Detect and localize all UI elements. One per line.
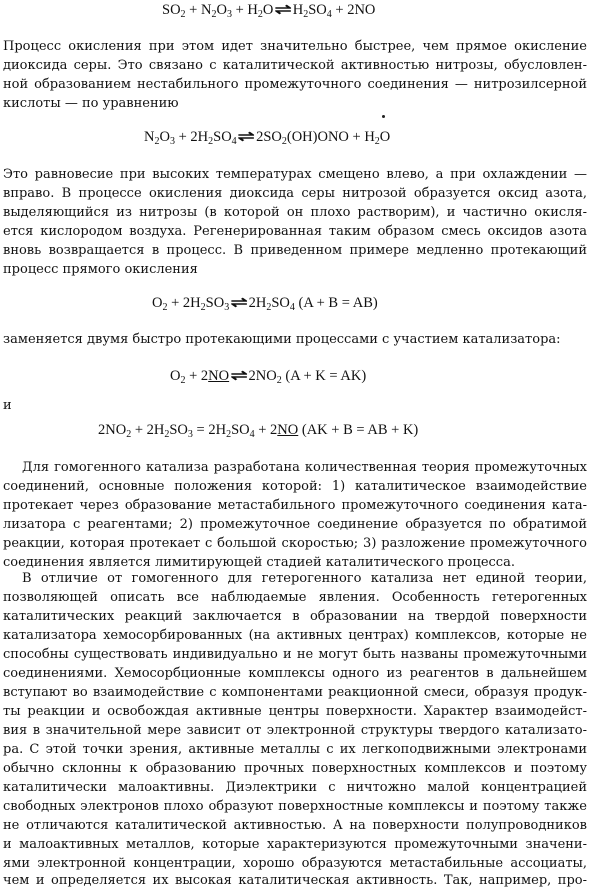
text-line: протекает через образование метастабильного промежуточного соединения ката- [3, 498, 587, 513]
text-line: способны существовать индивидуально и не могут быть названы промежуточными [3, 647, 587, 662]
text-line: ется кислородом воздуха. Регенерированная таким образом смесь оксидов азота [3, 224, 587, 239]
text-line: свободных электронов плохо образуют поверхностные комплексы и поэтому также [3, 799, 587, 814]
text-line: заменяется двумя быстро протекающими процессами с участием катализатора: [3, 332, 561, 347]
equation-3: $O_2 + 2H_2SO_3$ ⇌ $2H_2SO_4$ (A + B = AB) [152, 295, 378, 313]
text-line: ты реакции и освобождая активные центры поверхности. Характер взаимодейст- [3, 704, 587, 719]
text-line: Это равновесие при высоких температурах смещено влево, а при охлаждении — [3, 167, 587, 182]
text-line: вправо. В процессе окисления диоксида серы нитрозой образуется оксид азота, [3, 186, 587, 201]
text-line: вступают во взаимодействие с компонентами реакционной смеси, образуя продук- [3, 685, 587, 700]
text-line: Для гомогенного катализа разработана количественная теория промежуточных [22, 460, 587, 475]
text-line: В отличие от гомогенного для гетерогенного катализа нет единой теории, [22, 571, 587, 586]
text-line: и малоактивных металлов, которые характеризуются промежуточными значени- [3, 837, 587, 852]
equation-2: $N_2O_3 + 2H_2SO_4$ ⇌ $2SO_2(OH)ONO + H_2O$ [144, 129, 391, 147]
text-line: чем и определяется их высокая каталитическая активность. Так, например, про- [3, 873, 587, 888]
text-line: позволяющей описать все наблюдаемые явления. Особенность гетерогенных [3, 590, 587, 605]
text-line: кислоты — по уравнению [3, 96, 179, 111]
text-line: ями электронной концентрации, хорошо образуются метастабильные ассоциаты, [3, 856, 587, 871]
text-line: каталитически малоактивны. Диэлектрики с ничтожно малой концентрацией [3, 780, 587, 795]
text-line: лизатора с реагентами; 2) промежуточное соединение образуется по обратимой [3, 517, 587, 532]
equation-5: $2NO_2 + 2H_2SO_3 = 2H_2SO_4 + 2NO$ (AK + B = AB + K) [98, 422, 419, 440]
text-line: катализатора хемосорбированных (на активных центрах) комплексов, которые не [3, 628, 587, 643]
conjunction-label: и [3, 398, 12, 413]
text-line: каталитических реакций заключается в образовании на твердой поверхности [3, 609, 587, 624]
text-line: диоксида серы. Это связано с каталитической активностью нитрозы, обусловлен- [3, 58, 587, 73]
text-line: соединениями. Хемосорбционные комплексы одного из реагентов в дальнейшем [3, 666, 587, 681]
text-line: вновь возвращается в процесс. В приведенном примере медленно протекающий [3, 243, 587, 258]
text-line: ра. С этой точки зрения, активные металлы с их легкоподвижными электронами [3, 742, 587, 757]
text-line: Процесс окисления при этом идет значительно быстрее, чем прямое окисление [3, 39, 587, 54]
text-line: реакции, которая протекает с большой скоростью; 3) разложение промежуточного [3, 536, 587, 551]
text-line: соединения является лимитирующей стадией каталитического процесса. [3, 555, 515, 570]
text-line: выделяющийся из нитрозы (в которой он плохо растворим), и частично окисля- [3, 205, 587, 220]
equation-1: $SO_2 + N_2O_3 + H_2O$ ⇌ $H_2SO_4 + 2NO$ [162, 2, 376, 20]
text-line: ной образованием нестабильного промежуточного соединения — нитрозилсерной [3, 77, 587, 92]
text-line: процесс прямого окисления [3, 262, 198, 277]
print-speck [382, 115, 385, 118]
text-line: обычно склонны к образованию прочных поверхностных комплексов и поэтому [3, 761, 587, 776]
text-line: не отличаются каталитической активностью. А на поверхности полупроводников [3, 818, 587, 833]
text-line: вия в значительной мере зависит от электронной структуры твердого катализато- [3, 723, 587, 738]
equation-4: $O_2 + 2NO$ ⇌ $2NO_2$ (A + K = AK) [170, 368, 367, 386]
text-line: соединений, основные положения которой: 1) каталитическое взаимодействие [3, 479, 587, 494]
